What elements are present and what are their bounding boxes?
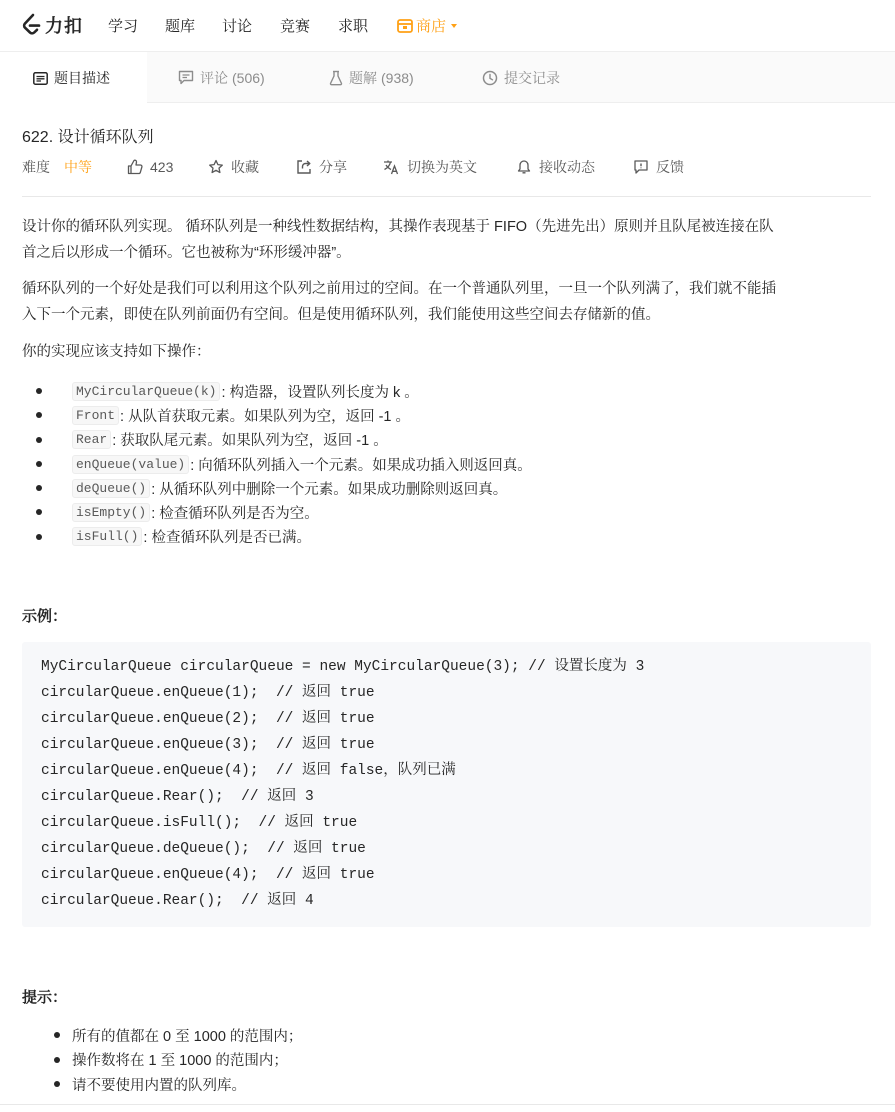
share-label: 分享 (319, 159, 347, 175)
difficulty (22, 157, 92, 177)
inline-code: enQueue(value) (72, 455, 189, 474)
divider (22, 196, 871, 197)
code-line: circularQueue.enQueue(4); // 返回 false，队列已满 (41, 763, 456, 779)
question-meta (22, 157, 872, 177)
operation-desc: : 从循环队列中删除一个元素。如果成功删除则返回真。 (151, 481, 508, 498)
solution-count: (938) (381, 69, 414, 86)
code-line: circularQueue.Rear(); // 返回 4 (41, 893, 314, 909)
inline-code: Rear (72, 430, 111, 449)
hints-heading: 提示： (22, 989, 68, 1006)
share-icon (296, 159, 312, 175)
nav-item-contest[interactable]: 竞赛 (280, 18, 311, 35)
list-item (54, 428, 532, 452)
text-line: 循环队列的一个好处是我们可以利用这个队列之前用过的空间。在一个普通队列里，一旦一个队列满了，我们就不能插 (22, 281, 776, 297)
nav-item-discuss[interactable]: 讨论 (222, 18, 253, 35)
share-button[interactable] (296, 157, 347, 177)
top-nav (0, 0, 895, 52)
list-item: 请不要使用内置的队列库。 (54, 1072, 302, 1097)
like-count: 423 (150, 159, 174, 175)
switch-language-button[interactable] (383, 157, 477, 177)
subscribe-label: 接收动态 (539, 159, 595, 175)
code-line: circularQueue.deQueue(); // 返回 true (41, 841, 366, 857)
code-line: circularQueue.enQueue(2); // 返回 true (41, 711, 375, 727)
feedback-label: 反馈 (656, 159, 684, 175)
operation-desc: : 检查循环队列是否为空。 (151, 506, 319, 523)
question-title: 622. 设计循环队列 (22, 129, 154, 146)
text-line: 首之后以形成一个循环。它也被称为“环形缓冲器”。 (22, 245, 351, 261)
tab-description[interactable] (0, 52, 147, 104)
list-item: 所有的值都在 0 至 1000 的范围内； (54, 1023, 302, 1048)
operation-desc: : 构造器，设置队列长度为 k 。 (221, 384, 419, 401)
nav-item-jobs[interactable]: 求职 (338, 18, 369, 35)
nav-item-learn[interactable]: 学习 (108, 18, 139, 35)
operation-desc: : 从队首获取元素。如果队列为空，返回 -1 。 (120, 408, 411, 425)
operations-list (54, 379, 532, 549)
list-item (54, 500, 532, 524)
clock-icon (482, 70, 498, 86)
switch-language-label: 切换为英文 (407, 159, 477, 175)
code-line: circularQueue.enQueue(1); // 返回 true (41, 685, 375, 701)
hints-list (54, 1023, 302, 1097)
operation-desc: : 向循环队列插入一个元素。如果成功插入则返回真。 (190, 457, 532, 474)
description-paragraph-1 (22, 214, 872, 266)
translate-icon (383, 159, 400, 175)
comment-icon (178, 70, 194, 85)
logo[interactable] (22, 12, 83, 38)
collect-label: 收藏 (231, 159, 259, 175)
list-item (54, 379, 532, 403)
operation-desc: : 获取队尾元素。如果队列为空，返回 -1 。 (112, 433, 388, 450)
description-paragraph-3: 你的实现应该支持如下操作： (22, 344, 211, 360)
feedback-button[interactable] (633, 157, 684, 177)
store-icon (397, 19, 413, 33)
logo-text: 力扣 (45, 16, 83, 36)
list-item (54, 525, 532, 549)
text-line: 入下一个元素，即使在队列前面仍有空间。但是使用循环队列，我们能使用这些空间去存储新的值。 (22, 307, 660, 323)
tab-comments[interactable] (178, 52, 265, 103)
tab-label: 评论 (200, 69, 228, 86)
question-tabs (0, 52, 895, 103)
inline-code: isFull() (72, 527, 142, 546)
store-label: 商店 (416, 18, 447, 35)
tab-label: 提交记录 (504, 69, 560, 86)
text-line: 设计你的循环队列实现。 循环队列是一种线性数据结构，其操作表现基于 FIFO（先进先出）原则并且队尾被连接在队 (22, 219, 774, 235)
nav-item-store[interactable] (397, 15, 457, 36)
difficulty-label: 难度 (22, 159, 50, 175)
leetcode-logo-icon (22, 13, 42, 37)
tab-solutions[interactable] (329, 52, 414, 103)
operation-desc: : 检查循环队列是否已满。 (143, 530, 311, 547)
feedback-icon (633, 159, 649, 175)
list-item: 操作数将在 1 至 1000 的范围内； (54, 1048, 302, 1073)
inline-code: MyCircularQueue(k) (72, 382, 220, 401)
code-line: circularQueue.isFull(); // 返回 true (41, 815, 358, 831)
example-code-block (22, 642, 871, 927)
tab-label: 题目描述 (54, 70, 110, 86)
code-line: circularQueue.enQueue(4); // 返回 true (41, 867, 375, 883)
collect-button[interactable] (208, 157, 259, 177)
bell-icon (516, 159, 532, 175)
code-line: circularQueue.Rear(); // 返回 3 (41, 789, 314, 805)
list-item (54, 476, 532, 500)
inline-code: deQueue() (72, 479, 150, 498)
difficulty-value: 中等 (64, 159, 92, 175)
example-heading: 示例： (22, 608, 68, 625)
like-button[interactable] (127, 157, 173, 177)
list-item (54, 452, 532, 476)
description-paragraph-2 (22, 276, 872, 328)
tab-label: 题解 (349, 69, 377, 86)
comment-count: (506) (232, 69, 265, 86)
description-icon (33, 72, 48, 85)
chevron-down-icon (451, 24, 457, 28)
divider (0, 1104, 895, 1105)
list-item (54, 403, 532, 427)
subscribe-button[interactable] (516, 157, 595, 177)
inline-code: isEmpty() (72, 503, 150, 522)
code-line: MyCircularQueue circularQueue = new MyCircularQueue(3); // 设置长度为 3 (41, 659, 645, 675)
flask-icon (329, 70, 343, 86)
star-icon (208, 159, 224, 175)
thumbs-up-icon (127, 159, 143, 175)
code-line: circularQueue.enQueue(3); // 返回 true (41, 737, 375, 753)
inline-code: Front (72, 406, 119, 425)
nav-item-problems[interactable]: 题库 (165, 18, 196, 35)
tab-submissions[interactable] (482, 52, 560, 103)
